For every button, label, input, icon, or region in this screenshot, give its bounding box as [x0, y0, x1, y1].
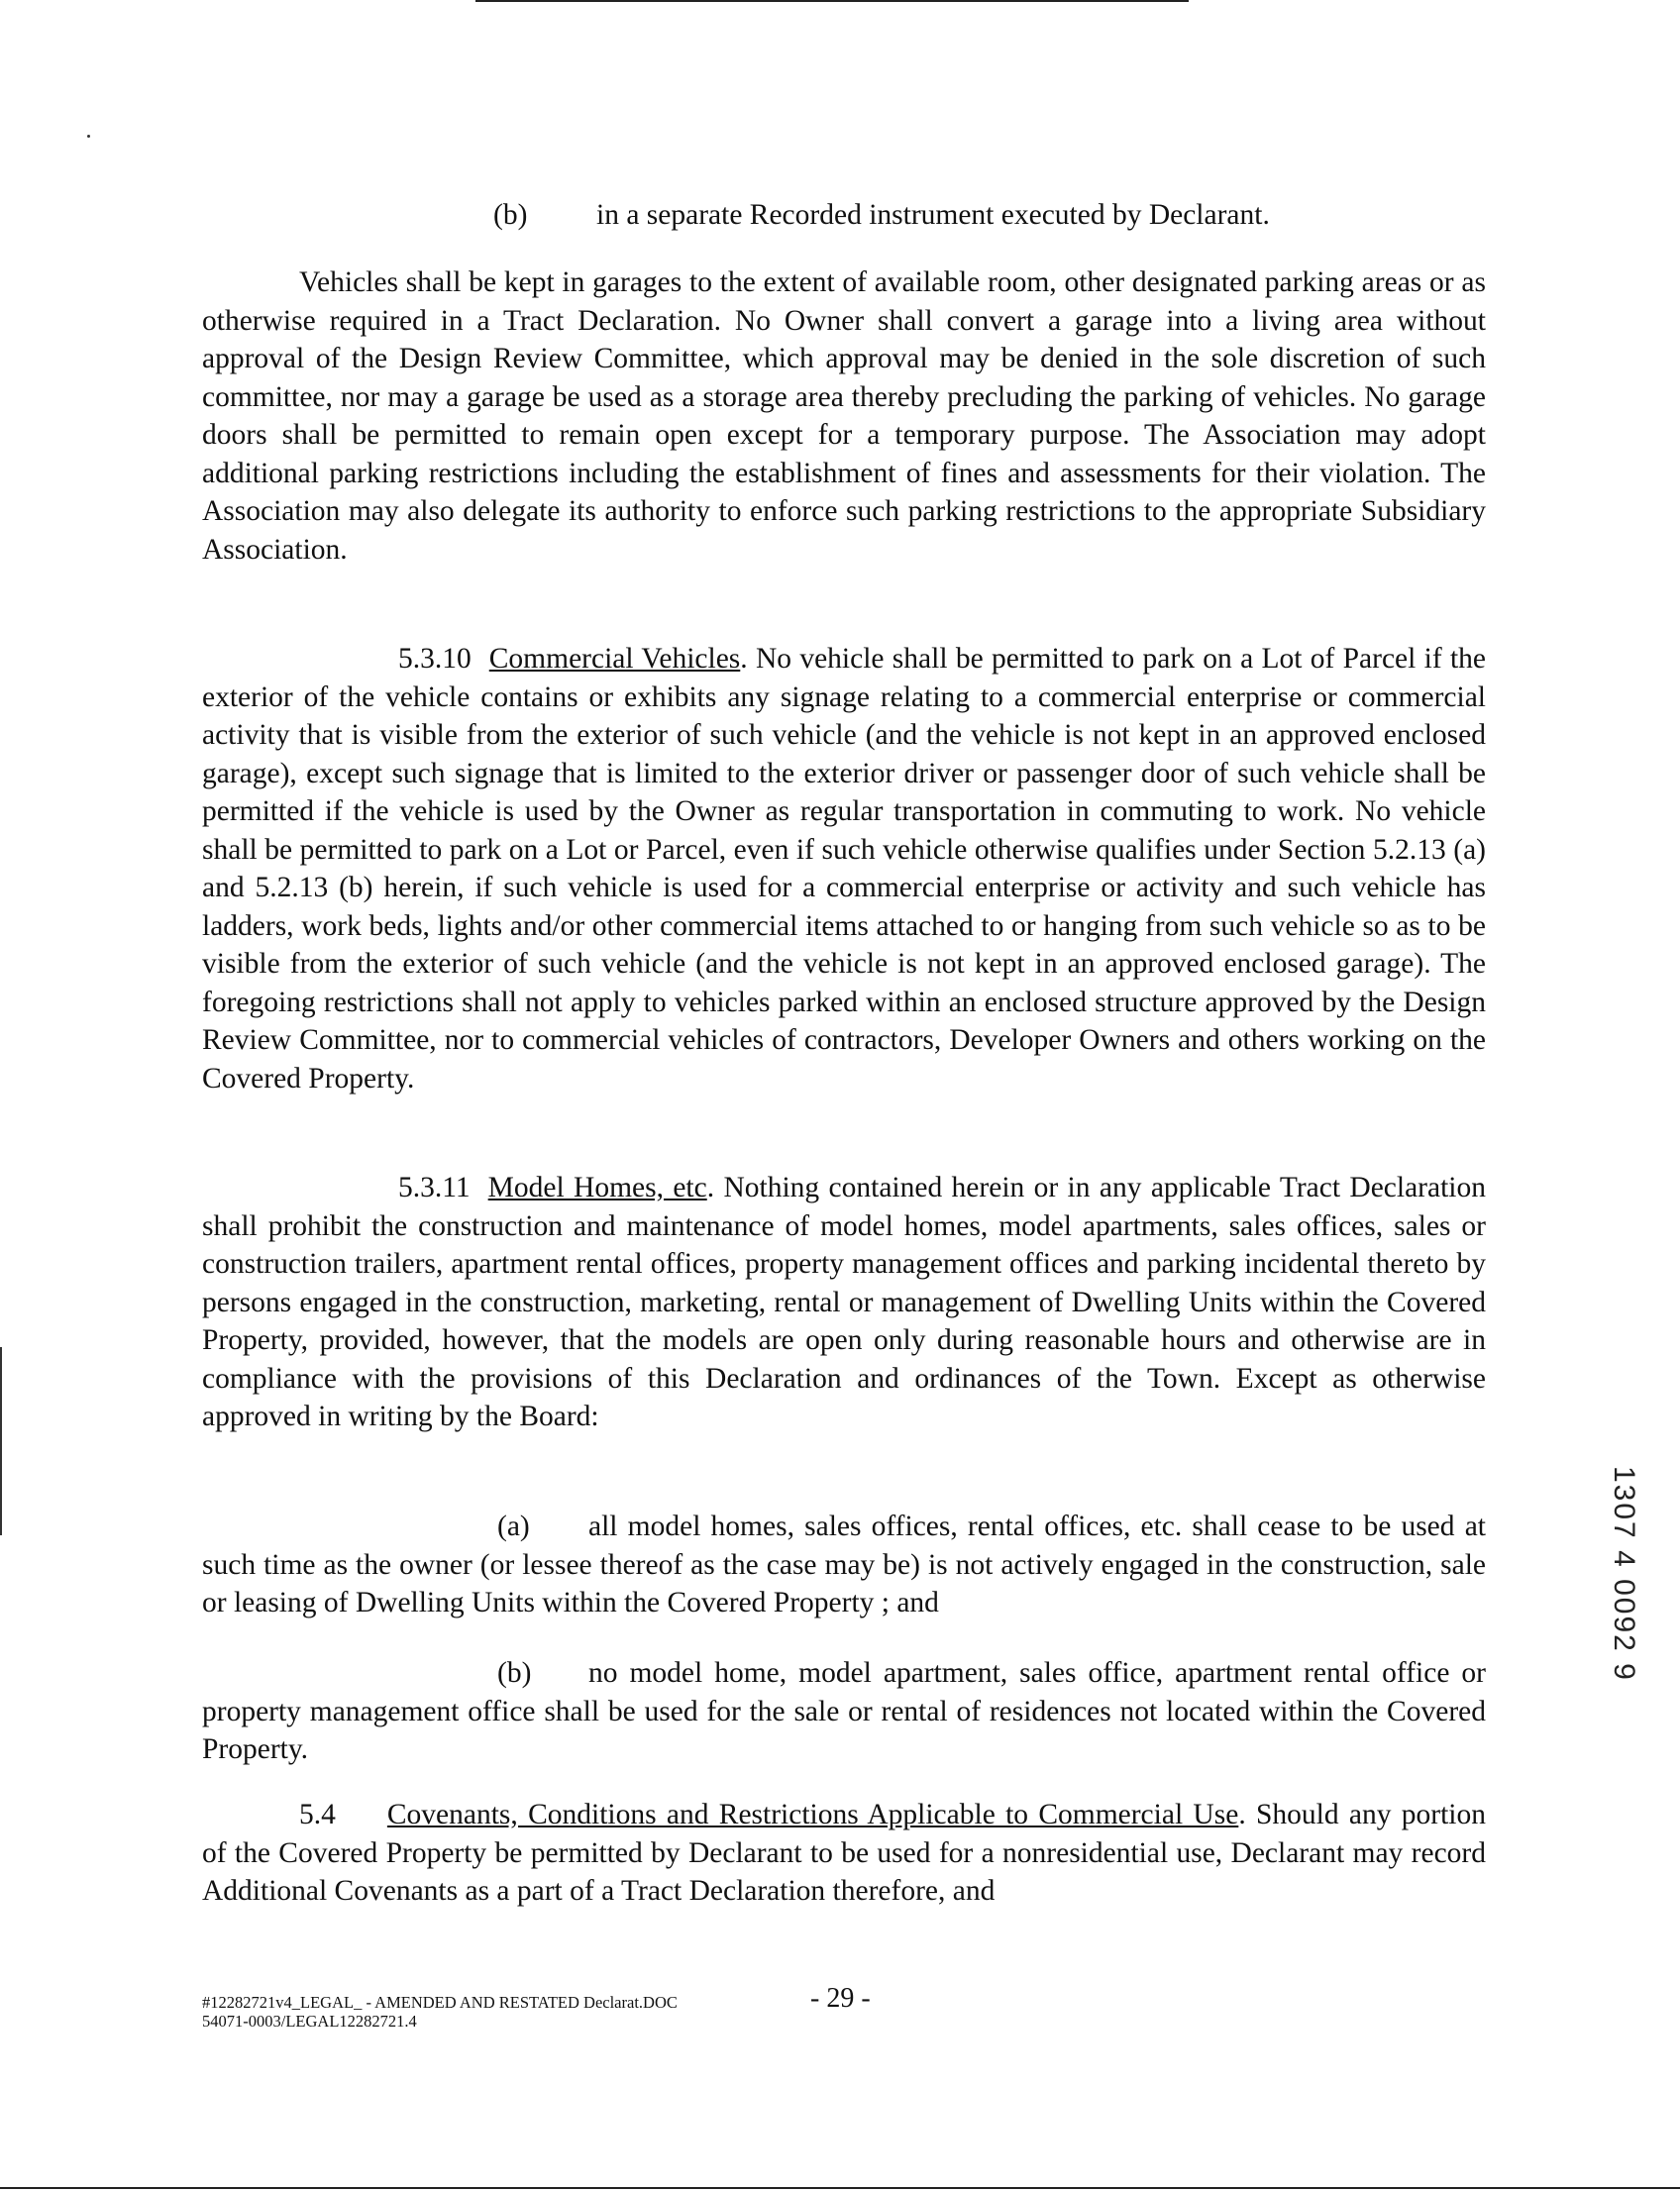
- scan-bottom-edge-line: [0, 2187, 1680, 2189]
- subitem-b-top: [493, 196, 1270, 235]
- section-text: . Nothing contained herein or in any applicable Tract Declaration shall prohibit the construction and maintenance of model homes, model apartments, sales offices, sales or construction trailers, apartment rental offices, property management offices and parking incidental thereto by persons engaged in the construction, marketing, rental or management of Dwelling Units within the Covered Property, provided, however, that the models are open only during reasonable hours and otherwise are in compliance with the provisions of this Declaration and ordinances of the Town. Except as otherwise approved in writing by the Board:: [202, 1172, 1486, 1432]
- subitem-label: (a): [497, 1511, 530, 1542]
- subitem-a: [202, 1508, 1486, 1622]
- section-number: 5.3.10: [398, 643, 472, 675]
- section-text: . Should any portion of the Covered Property be permitted by Declarant to be used for a nonresidential use, Declarant may record Additional Covenants as a part of a Tract Declaration therefore, and: [202, 1799, 1486, 1907]
- scan-speck: [87, 135, 90, 138]
- section-heading: Model Homes, etc: [487, 1172, 707, 1203]
- section-heading: Covenants, Conditions and Restrictions Applicable to Commercial Use: [386, 1799, 1239, 1830]
- subitem-text: no model home, model apartment, sales office, apartment rental office or property management office shall be used for the sale or rental of residences not located within the Covered Property.: [202, 1657, 1486, 1765]
- section-number: 5.3.11: [398, 1172, 471, 1203]
- section-5-4: [202, 1796, 1486, 1911]
- subitem-text: all model homes, sales offices, rental offices, etc. shall cease to be used at such time as the owner (or lessee thereof as the case may be) is not actively engaged in the construction, sale or leasing of Dwelling Units within the Covered Property ; and: [202, 1511, 1486, 1618]
- vehicles-paragraph: Vehicles shall be kept in garages to the extent of available room, other designated parking areas or as otherwise required in a Tract Declaration. No Owner shall convert a garage into a living area without approval of the Design Review Committee, which approval may be denied in the sole discretion of such committee, nor may a garage be used as a storage area thereby precluding the parking of vehicles. No garage doors shall be permitted to remain open except for a temporary purpose. The Association may adopt additional parking restrictions including the establishment of fines and assessments for their violation. The Association may also delegate its authority to enforce such parking restrictions to the appropriate Subsidiary Association.: [202, 266, 1486, 566]
- section-text: . No vehicle shall be permitted to park on a Lot of Parcel if the exterior of the vehicle contains or exhibits any signage relating to a commercial enterprise or commercial activity that is visible from the exterior of such vehicle (and the vehicle is not kept in an approved enclosed garage), except such signage that is limited to the exterior driver or passenger door of such vehicle shall be permitted if the vehicle is used by the Owner as regular transportation in commuting to work. No vehicle shall be permitted to park on a Lot or Parcel, even if such vehicle otherwise qualifies under Section 5.2.13 (a) and 5.2.13 (b) herein, if such vehicle is used for a commercial enterprise or activity and such vehicle has ladders, work beds, lights and/or other commercial items attached to or hanging from such vehicle so as to be visible from the exterior of such vehicle (and the vehicle is not kept in an approved enclosed garage). The foregoing restrictions shall not apply to vehicles parked within an enclosed structure approved by the Design Review Committee, nor to commercial vehicles of contractors, Developer Owners and others working on the Covered Property.: [202, 643, 1487, 1095]
- subitem-label: (b): [493, 199, 528, 231]
- section-5-3-11: [202, 1169, 1486, 1436]
- footer-doc-id-line2: 54071-0003/LEGAL12282721.4: [202, 2012, 417, 2031]
- section-heading: Commercial Vehicles: [488, 643, 741, 675]
- footer-doc-id-line1: #12282721v4_LEGAL_ - AMENDED AND RESTATED Declarat.DOC: [202, 1993, 678, 2012]
- section-5-3-10: [202, 640, 1486, 1097]
- scan-left-edge-mark: [0, 1347, 2, 1535]
- vehicles-paragraph-block: [202, 263, 1486, 569]
- subitem-text: in a separate Recorded instrument executed by Declarant.: [596, 199, 1270, 231]
- section-number: 5.4: [299, 1799, 336, 1830]
- subitem-b: [202, 1654, 1486, 1769]
- recording-number-stamp: 1307 4 0092 9: [1608, 1466, 1640, 1682]
- scan-top-edge-line: [475, 0, 1189, 2]
- footer-document-id: [202, 1993, 678, 2031]
- page-number: - 29 -: [810, 1983, 871, 2014]
- subitem-label: (b): [497, 1657, 532, 1689]
